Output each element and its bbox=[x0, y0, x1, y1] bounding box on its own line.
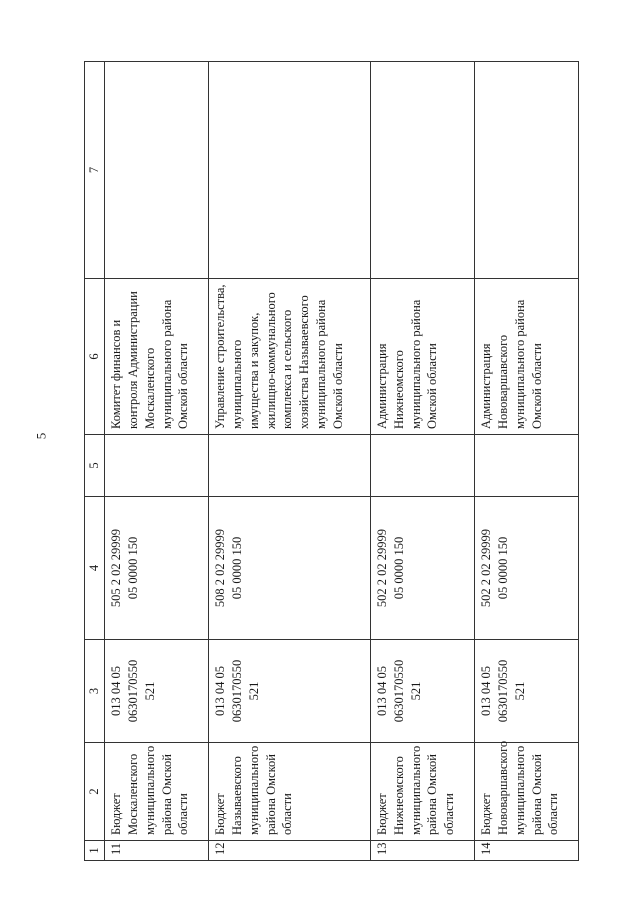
code-line: 013 04 05 bbox=[478, 666, 493, 716]
table-row bbox=[104, 62, 208, 861]
code-line: 521 bbox=[512, 681, 527, 701]
row-number: 11 bbox=[104, 841, 208, 861]
code-line: 502 2 02 29999 bbox=[374, 528, 389, 608]
distribution-table bbox=[84, 61, 579, 861]
classification-code bbox=[208, 640, 370, 743]
administrator-name: Управление строительства, муниципального имущества и закупок, жилищно-коммунального комплекса и сельского хозяйства Называевского муниципального района Омской области bbox=[208, 279, 370, 435]
code-line: 0630170550 bbox=[125, 659, 140, 723]
code-line: 05 0000 150 bbox=[229, 536, 244, 600]
header-row bbox=[85, 62, 105, 861]
budget-name: Бюджет Называевского муниципального района Омской области bbox=[208, 743, 370, 841]
header-cell: 5 bbox=[85, 435, 105, 497]
header-cell: 1 bbox=[85, 841, 105, 861]
revenue-code bbox=[208, 497, 370, 640]
header-cell: 4 bbox=[85, 497, 105, 640]
code-line: 521 bbox=[246, 681, 261, 701]
code-line: 502 2 02 29999 bbox=[478, 528, 493, 608]
header-cell: 3 bbox=[85, 640, 105, 743]
code-line: 05 0000 150 bbox=[495, 536, 510, 600]
code-line: 521 bbox=[408, 681, 423, 701]
table-row bbox=[370, 62, 474, 861]
row-number: 12 bbox=[208, 841, 370, 861]
column-5-cell bbox=[370, 435, 474, 497]
column-5-cell bbox=[474, 435, 578, 497]
code-line: 0630170550 bbox=[391, 659, 406, 723]
code-line: 05 0000 150 bbox=[391, 536, 406, 600]
budget-name: Бюджет Москаленского муниципального района Омской области bbox=[104, 743, 208, 841]
column-7-cell bbox=[474, 62, 578, 279]
classification-code bbox=[370, 640, 474, 743]
row-number: 13 bbox=[370, 841, 474, 861]
code-line: 521 bbox=[142, 681, 157, 701]
classification-code bbox=[474, 640, 578, 743]
administrator-name: Комитет финансов и контроля Администрации Москаленского муниципального района Омской области bbox=[104, 279, 208, 435]
code-line: 013 04 05 bbox=[374, 666, 389, 716]
header-cell: 2 bbox=[85, 743, 105, 841]
row-number: 14 bbox=[474, 841, 578, 861]
table-row bbox=[208, 62, 370, 861]
column-5-cell bbox=[104, 435, 208, 497]
administrator-name: Администрация Нижнеомского муниципального района Омской области bbox=[370, 279, 474, 435]
header-cell: 6 bbox=[85, 279, 105, 435]
code-line: 013 04 05 bbox=[212, 666, 227, 716]
column-7-cell bbox=[104, 62, 208, 279]
revenue-code bbox=[474, 497, 578, 640]
header-cell: 7 bbox=[85, 62, 105, 279]
code-line: 508 2 02 29999 bbox=[212, 528, 227, 608]
column-7-cell bbox=[208, 62, 370, 279]
column-7-cell bbox=[370, 62, 474, 279]
rotated-table-container bbox=[84, 61, 579, 861]
budget-name: Бюджет Нижнеомского муниципального района Омской области bbox=[370, 743, 474, 841]
page-number: 5 bbox=[33, 432, 49, 440]
code-line: 0630170550 bbox=[495, 659, 510, 723]
code-line: 013 04 05 bbox=[108, 666, 123, 716]
administrator-name: Администрация Нововаршавского муниципального района Омской области bbox=[474, 279, 578, 435]
column-5-cell bbox=[208, 435, 370, 497]
code-line: 0630170550 bbox=[229, 659, 244, 723]
code-line: 505 2 02 29999 bbox=[108, 528, 123, 608]
revenue-code bbox=[370, 497, 474, 640]
revenue-code bbox=[104, 497, 208, 640]
budget-name: Бюджет Нововаршавского муниципального района Омской области bbox=[474, 743, 578, 841]
table-row bbox=[474, 62, 578, 861]
classification-code bbox=[104, 640, 208, 743]
code-line: 05 0000 150 bbox=[125, 536, 140, 600]
